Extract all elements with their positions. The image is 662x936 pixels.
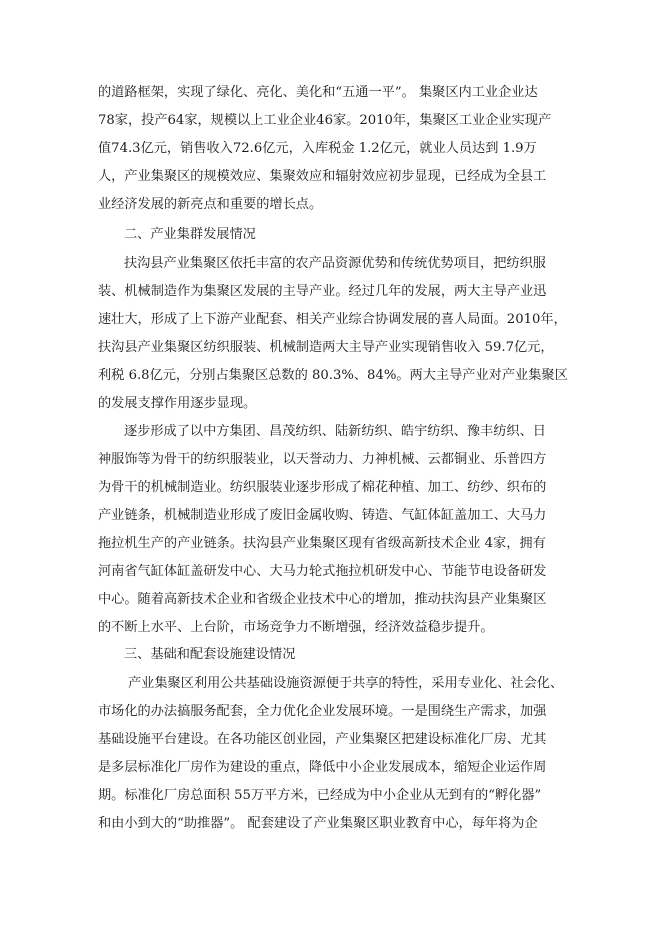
paragraph-line: 的发展支撑作用逐步显现。 bbox=[98, 396, 257, 411]
section-heading-2: 二、产业集群发展情况 bbox=[124, 227, 256, 242]
paragraph-line: 中心。随着高新技术企业和省级企业技术中心的增加，推动扶沟县产业集聚区 bbox=[98, 592, 547, 607]
section-heading-3: 三、基础和配套设施建设情况 bbox=[124, 647, 296, 662]
paragraph-line: 期。标准化厂房总面积 55万平方米，已经成为中小企业从无到有的“孵化器” bbox=[98, 788, 542, 803]
paragraph-line: 市场化的办法搞服务配套，全力优化企业发展环境。一是围绕生产需求，加强 bbox=[98, 704, 547, 719]
paragraph-line: 利税 6.8亿元，分别占集聚区总数的 80.3%、84%。两大主导产业对产业集聚区 bbox=[98, 368, 568, 383]
paragraph-line: 为骨干的机械制造业。纺织服装业逐步形成了棉花种植、加工、纺纱、织布的 bbox=[98, 480, 547, 495]
paragraph-line: 业经济发展的新亮点和重要的增长点。 bbox=[98, 197, 323, 212]
paragraph-line: 产业链条，机械制造业形成了废旧金属收购、铸造、气缸体缸盖加工、大马力 bbox=[98, 508, 547, 523]
paragraph-line: 速壮大，形成了上下游产业配套、相关产业综合协调发展的喜人局面。2010年， bbox=[98, 312, 567, 327]
paragraph-line: 逐步形成了以中方集团、昌茂纺织、陆新纺织、皓宇纺织、豫丰纺织、日 bbox=[124, 424, 546, 439]
paragraph-line: 78家，投产64家，规模以上工业企业46家。2010年，集聚区工业企业实现产 bbox=[98, 113, 552, 128]
paragraph-line: 神服饰等为骨干的纺织服装业，以天誉动力、力神机械、云都铜业、乐普四方 bbox=[98, 452, 547, 467]
paragraph-line: 拖拉机生产的产业链条。扶沟县产业集聚区现有省级高新技术企业 4家，拥有 bbox=[98, 536, 546, 551]
paragraph-line: 的道路框架，实现了绿化、亮化、美化和“五通一平”。 集聚区内工业企业达 bbox=[98, 85, 538, 100]
paragraph-line: 的不断上水平、上台阶，市场竞争力不断增强，经济效益稳步提升。 bbox=[98, 620, 494, 635]
paragraph-line: 扶沟县产业集聚区依托丰富的农产品资源优势和传统优势项目，把纺织服 bbox=[124, 256, 546, 271]
paragraph-line: 人，产业集聚区的规模效应、集聚效应和辐射效应初步显现，已经成为全县工 bbox=[98, 169, 547, 184]
paragraph-line: 值74.3亿元，销售收入72.6亿元，入库税金 1.2亿元，就业人员达到 1.9万 bbox=[98, 141, 537, 156]
paragraph-line: 装、机械制造作为集聚区发展的主导产业。经过几年的发展，两大主导产业迅 bbox=[98, 284, 547, 299]
paragraph-line: 产业集聚区利用公共基础设施资源便于共享的特性，采用专业化、社会化、 bbox=[128, 676, 564, 691]
paragraph-line: 扶沟县产业集聚区纺织服装、机械制造两大主导产业实现销售收入 59.7亿元， bbox=[98, 340, 554, 355]
paragraph-line: 和由小到大的“助推器”。 配套建设了产业集聚区职业教育中心，每年将为企 bbox=[98, 816, 538, 831]
paragraph-line: 基础设施平台建设。在各功能区创业园，产业集聚区把建设标准化厂房、尤其 bbox=[98, 732, 547, 747]
paragraph-line: 是多层标准化厂房作为建设的重点，降低中小企业发展成本，缩短企业运作周 bbox=[98, 760, 547, 775]
paragraph-line: 河南省气缸体缸盖研发中心、大马力轮式拖拉机研发中心、节能节电设备研发 bbox=[98, 564, 547, 579]
